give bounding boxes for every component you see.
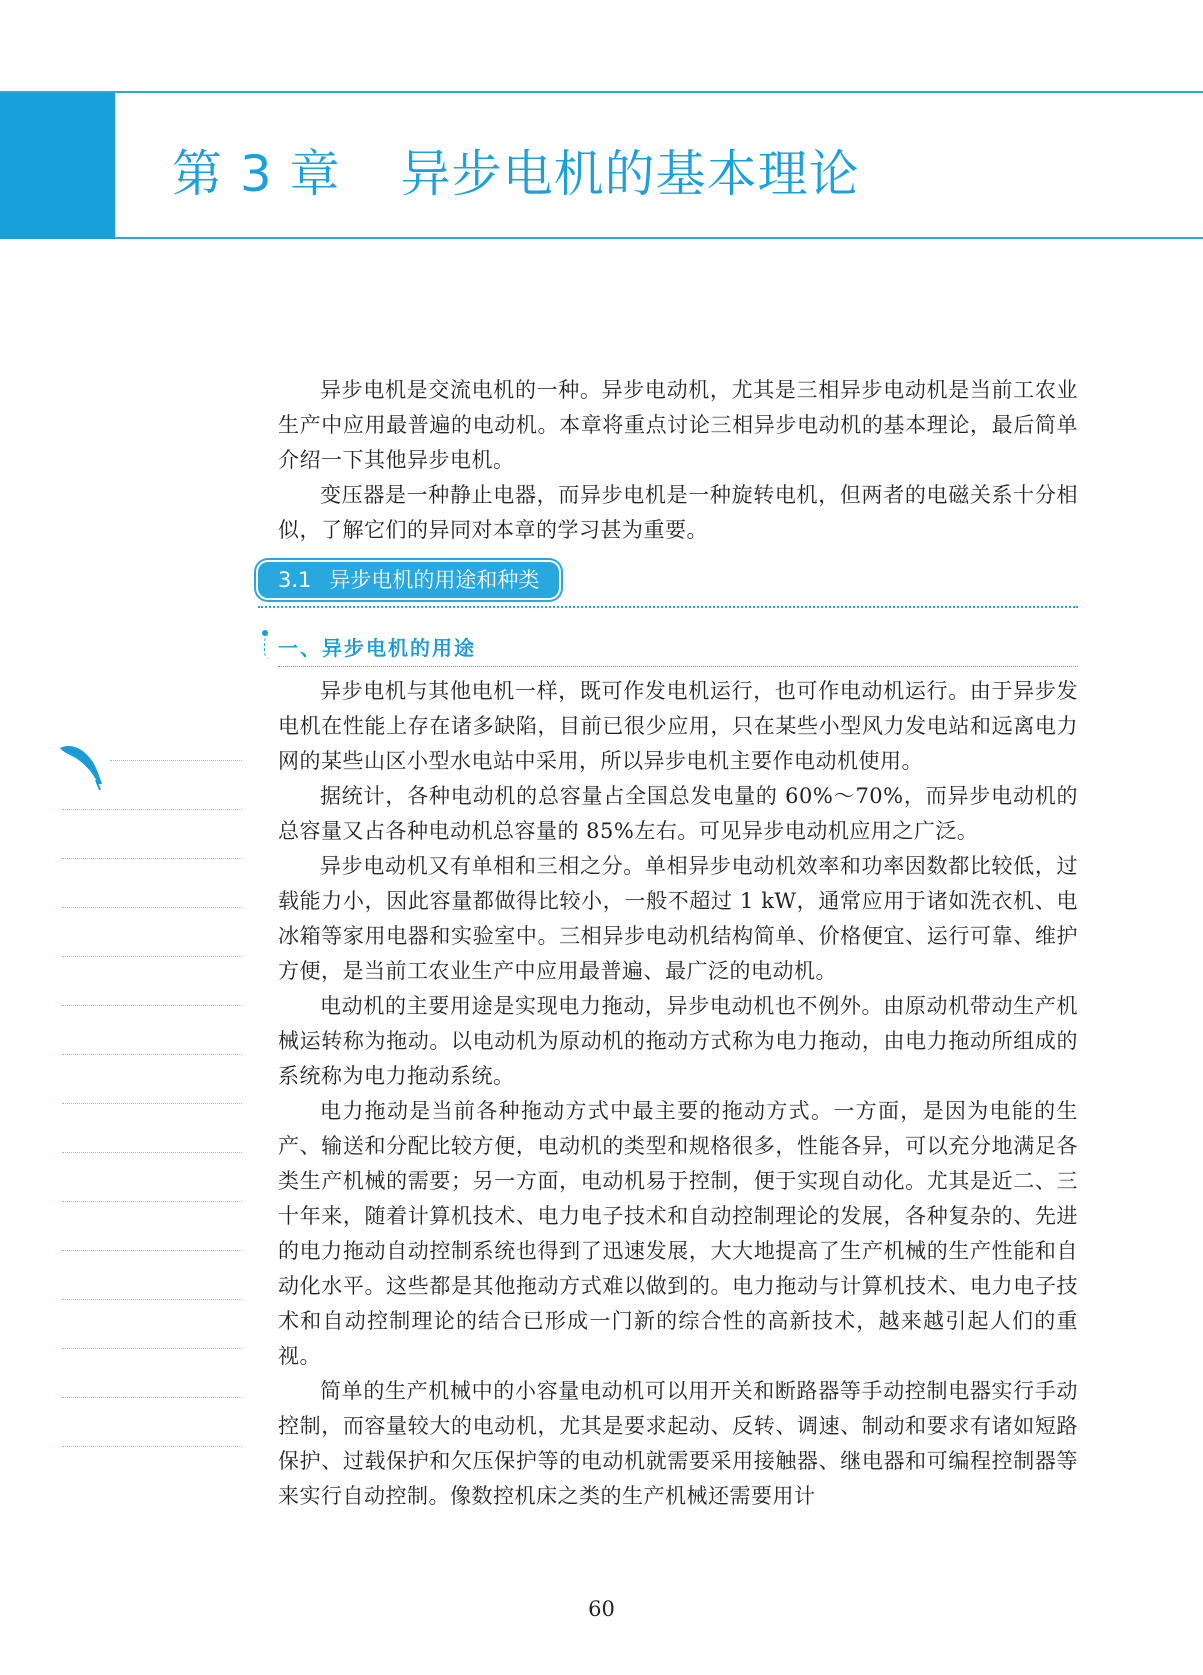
section-title: 异步电机的用途和种类	[329, 568, 540, 592]
margin-line	[62, 1446, 242, 1447]
margin-line	[62, 809, 242, 810]
margin-line	[62, 1348, 242, 1349]
margin-line	[62, 1397, 242, 1398]
body-paragraph: 简单的生产机械中的小容量电动机可以用开关和断路器等手动控制电器实行手动控制，而容量较大的电动机，尤其是要求起动、反转、调速、制动和要求有诸如短路保护、过载保护和欠压保护等的电动机就需要采用接触器、继电器和可编程控制器等来实行自动控制。像数控机床之类的生产机械还需要用计	[278, 1379, 1078, 1508]
section-number: 3.1	[278, 568, 312, 592]
margin-line	[62, 858, 242, 859]
chapter-title	[172, 138, 860, 210]
margin-line	[62, 1103, 242, 1104]
intro-paragraph: 异步电机是交流电机的一种。异步电动机，尤其是三相异步电动机是当前工农业生产中应用最普遍的电动机。本章将重点讨论三相异步电动机的基本理论，最后简单介绍一下其他异步电机。	[278, 378, 1078, 472]
intro-paragraph: 变压器是一种静止电器，而异步电机是一种旋转电机，但两者的电磁关系十分相似，了解它们的异同对本章的学习甚为重要。	[278, 483, 1078, 542]
subsection-title: 一、异步电机的用途	[278, 636, 476, 660]
margin-line	[62, 1201, 242, 1202]
header-top-rule	[0, 91, 1203, 93]
header-bottom-rule	[115, 237, 1203, 239]
chapter-header-block	[0, 91, 115, 239]
section-dotted-rule	[258, 606, 1078, 608]
subsection-dotted-rule	[278, 666, 1078, 667]
page-number: 60	[588, 1597, 615, 1621]
margin-line	[62, 1299, 242, 1300]
margin-line	[62, 1005, 242, 1006]
chapter-title-text: 异步电机的基本理论	[400, 145, 860, 203]
section-banner	[258, 562, 559, 598]
body-paragraph: 据统计，各种电动机的总容量占全国总发电量的 60%～70%，而异步电动机的总容量又占各种电动机总容量的 85%左右。可见异步电动机应用之广泛。	[278, 784, 1078, 843]
margin-line	[110, 760, 242, 761]
feather-pen-icon	[58, 740, 114, 790]
margin-line	[62, 1152, 242, 1153]
margin-line	[62, 1054, 242, 1055]
body-paragraph: 异步电动机又有单相和三相之分。单相异步电动机效率和功率因数都比较低，过载能力小，因此容量都做得比较小，一般不超过 1 kW，通常应用于诸如洗衣机、电冰箱等家用电器和实验室中。三相异步电动机结构简单、价格便宜、运行可靠、维护方便，是当前工农业生产中应用最普遍、最广泛的电动机。	[278, 854, 1078, 983]
chapter-number: 第 3 章	[172, 145, 341, 203]
body-paragraph: 异步电机与其他电机一样，既可作发电机运行，也可作电动机运行。由于异步发电机在性能上存在诸多缺陷，目前已很少应用，只在某些小型风力发电站和远离电力网的某些山区小型水电站中采用，所以异步电机主要作电动机使用。	[278, 679, 1078, 773]
main-content	[278, 373, 1078, 1514]
margin-line	[62, 1250, 242, 1251]
section-heading	[278, 554, 1078, 630]
bracket-decoration	[264, 634, 273, 660]
margin-line	[62, 956, 242, 957]
margin-line	[62, 907, 242, 908]
body-paragraph: 电动机的主要用途是实现电力拖动，异步电动机也不例外。由原动机带动生产机械运转称为拖动。以电动机为原动机的拖动方式称为电力拖动，由电力拖动所组成的系统称为电力拖动系统。	[278, 994, 1078, 1088]
body-paragraph: 电力拖动是当前各种拖动方式中最主要的拖动方式。一方面，是因为电能的生产、输送和分配比较方便，电动机的类型和规格很多，性能各异，可以充分地满足各类生产机械的需要；另一方面，电动机易于控制，便于实现自动化。尤其是近二、三十年来，随着计算机技术、电力电子技术和自动控制理论的发展，各种复杂的、先进的电力拖动自动控制系统也得到了迅速发展，大大地提高了生产机械的生产性能和自动化水平。这些都是其他拖动方式难以做到的。电力拖动与计算机技术、电力电子技术和自动控制理论的结合已形成一门新的综合性的高新技术，越来越引起人们的重视。	[278, 1099, 1078, 1368]
subsection-heading	[278, 630, 1078, 670]
